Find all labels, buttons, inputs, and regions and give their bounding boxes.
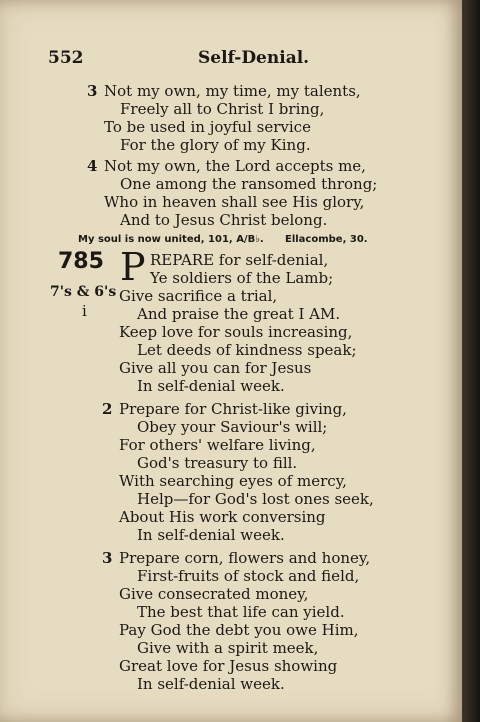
- page-number: 552: [48, 48, 84, 68]
- verse-line: Freely all to Christ I bring,: [120, 100, 325, 118]
- verse-line: Give all you can for Jesus: [119, 359, 312, 377]
- verse-number: 2: [102, 400, 113, 418]
- verse-line: Give with a spirit meek,: [137, 639, 319, 657]
- verse-line: In self-denial week.: [137, 675, 285, 693]
- verse-line: Not my own, my time, my talents,: [104, 82, 361, 100]
- verse-number: 3: [87, 82, 98, 100]
- verse-line: Give sacrifice a trial,: [119, 287, 278, 305]
- verse-line: Give consecrated money,: [119, 585, 309, 603]
- verse-line: REPARE for self-denial,: [150, 251, 329, 269]
- drop-cap: P: [120, 245, 146, 289]
- verse-line: Let deeds of kindness speak;: [137, 341, 357, 359]
- verse-line: Prepare for Christ-like giving,: [119, 400, 347, 418]
- running-header: Self-Denial.: [198, 48, 310, 68]
- verse-line: Keep love for souls increasing,: [119, 323, 353, 341]
- verse-line: In self-denial week.: [137, 526, 285, 544]
- verse-line: To be used in joyful service: [104, 118, 311, 136]
- tune-name: Ellacombe, 30.: [285, 234, 368, 245]
- verse-number: 3: [102, 549, 113, 567]
- verse-line: Ye soldiers of the Lamb;: [150, 269, 334, 287]
- book-spine: [462, 0, 480, 722]
- verse-line: With searching eyes of mercy,: [119, 472, 347, 490]
- verse-line: First-fruits of stock and field,: [137, 567, 360, 585]
- verse-line: For others' welfare living,: [119, 436, 316, 454]
- meter-label: 7's & 6's: [50, 284, 117, 300]
- verse-line: Help—for God's lost ones seek,: [137, 490, 374, 508]
- verse-line: Obey your Saviour's will;: [137, 418, 328, 436]
- tune-reference: My soul is now united, 101, A/B♭.: [78, 234, 264, 245]
- verse-line: About His work conversing: [119, 508, 326, 526]
- verse-line: For the glory of my King.: [120, 136, 311, 154]
- verse-line: God's treasury to fill.: [137, 454, 298, 472]
- verse-line: In self-denial week.: [137, 377, 285, 395]
- verse-line: And praise the great I AM.: [137, 305, 341, 323]
- verse-line: Prepare corn, flowers and honey,: [119, 549, 371, 567]
- verse-marker: i: [82, 302, 87, 320]
- verse-line: Pay God the debt you owe Him,: [119, 621, 359, 639]
- verse-line: Not my own, the Lord accepts me,: [104, 157, 366, 175]
- hymn-number: 785: [58, 249, 104, 274]
- verse-line: Great love for Jesus showing: [119, 657, 338, 675]
- verse-line: The best that life can yield.: [137, 603, 345, 621]
- verse-number: 4: [87, 157, 98, 175]
- verse-line: And to Jesus Christ belong.: [120, 211, 328, 229]
- verse-line: Who in heaven shall see His glory,: [104, 193, 365, 211]
- verse-line: One among the ransomed throng;: [120, 175, 378, 193]
